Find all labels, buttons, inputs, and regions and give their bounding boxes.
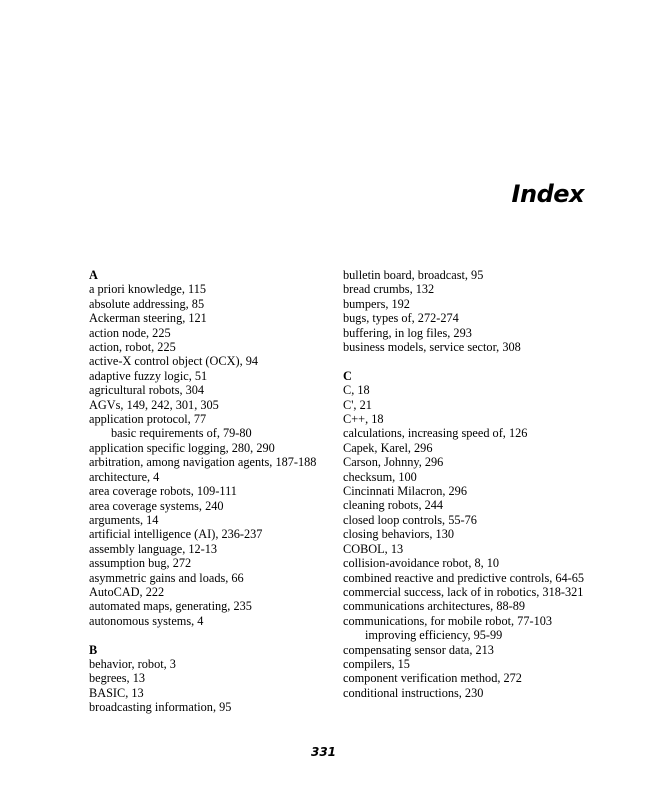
index-entry: Cincinnati Milacron, 296 bbox=[343, 484, 467, 499]
index-entry: compilers, 15 bbox=[343, 656, 410, 671]
index-entry: autonomous systems, 4 bbox=[89, 613, 204, 628]
section-letter: C bbox=[343, 368, 352, 383]
index-entry: communications architectures, 88-89 bbox=[343, 599, 526, 614]
index-entry: checksum, 100 bbox=[343, 469, 417, 484]
index-entry: business models, service sector, 308 bbox=[343, 340, 521, 355]
index-entry: COBOL, 13 bbox=[343, 541, 404, 556]
index-entry: C, 18 bbox=[343, 383, 370, 398]
index-entry: area coverage robots, 109-111 bbox=[89, 484, 237, 499]
index-subentry: improving efficiency, 95-99 bbox=[365, 628, 503, 643]
index-entry: bulletin board, broadcast, 95 bbox=[343, 268, 484, 282]
index-entry: Capek, Karel, 296 bbox=[343, 440, 433, 455]
index-entry: assumption bug, 272 bbox=[89, 556, 192, 571]
section-spacer bbox=[89, 628, 351, 642]
index-entry: AGVs, 149, 242, 301, 305 bbox=[89, 397, 219, 412]
index-entry: absolute addressing, 85 bbox=[89, 296, 205, 311]
index-entry: bread crumbs, 132 bbox=[343, 282, 435, 297]
page-number: 331 bbox=[310, 745, 337, 759]
index-entry: calculations, increasing speed of, 126 bbox=[343, 426, 528, 441]
index-entry: active-X control object (OCX), 94 bbox=[89, 354, 259, 369]
index-entry: broadcasting information, 95 bbox=[89, 700, 232, 715]
index-entry: action node, 225 bbox=[89, 325, 171, 340]
index-entry: closing behaviors, 130 bbox=[343, 527, 454, 542]
index-subentry: basic requirements of, 79-80 bbox=[111, 426, 252, 441]
section-letter: B bbox=[89, 642, 98, 657]
index-entry: area coverage systems, 240 bbox=[89, 498, 224, 513]
index-column-left bbox=[89, 268, 351, 715]
index-entry: application specific logging, 280, 290 bbox=[89, 440, 275, 455]
index-entry: BASIC, 13 bbox=[89, 685, 144, 700]
index-entry: artificial intelligence (AI), 236-237 bbox=[89, 527, 263, 542]
index-entry: AutoCAD, 222 bbox=[89, 584, 165, 599]
page-title: Index bbox=[511, 180, 584, 208]
index-entry: arguments, 14 bbox=[89, 512, 159, 527]
index-entry: cleaning robots, 244 bbox=[343, 498, 444, 513]
index-entry: component verification method, 272 bbox=[343, 671, 522, 686]
index-entry: application protocol, 77 bbox=[89, 412, 207, 427]
index-entry: conditional instructions, 230 bbox=[343, 685, 484, 700]
index-entry: Carson, Johnny, 296 bbox=[343, 455, 444, 470]
index-entry: arbitration, among navigation agents, 187-188 bbox=[89, 455, 317, 470]
index-entry: closed loop controls, 55-76 bbox=[343, 512, 477, 527]
index-entry: asymmetric gains and loads, 66 bbox=[89, 570, 244, 585]
index-entry: C', 21 bbox=[343, 397, 372, 412]
index-column-right bbox=[343, 268, 605, 700]
index-entry: architecture, 4 bbox=[89, 469, 160, 484]
index-entry: Ackerman steering, 121 bbox=[89, 311, 207, 326]
index-entry: behavior, robot, 3 bbox=[89, 656, 176, 671]
section-letter: A bbox=[89, 268, 98, 282]
index-entry: adaptive fuzzy logic, 51 bbox=[89, 368, 208, 383]
index-entry: bumpers, 192 bbox=[343, 296, 410, 311]
index-entry: C++, 18 bbox=[343, 412, 384, 427]
index-entry: agricultural robots, 304 bbox=[89, 383, 205, 398]
index-entry: bugs, types of, 272-274 bbox=[343, 311, 459, 326]
index-entry: communications, for mobile robot, 77-103 bbox=[343, 613, 553, 628]
index-entry: compensating sensor data, 213 bbox=[343, 642, 494, 657]
index-entry: combined reactive and predictive controls, 64-65 bbox=[343, 570, 585, 585]
index-entry: a priori knowledge, 115 bbox=[89, 282, 207, 297]
index-entry: commercial success, lack of in robotics, 318-321 bbox=[343, 584, 584, 599]
index-entry: buffering, in log files, 293 bbox=[343, 325, 472, 340]
index-entry: assembly language, 12-13 bbox=[89, 541, 218, 556]
index-entry: action, robot, 225 bbox=[89, 340, 176, 355]
index-entry: automated maps, generating, 235 bbox=[89, 599, 252, 614]
section-spacer bbox=[343, 354, 605, 368]
index-entry: collision-avoidance robot, 8, 10 bbox=[343, 556, 500, 571]
index-entry: begrees, 13 bbox=[89, 671, 145, 686]
